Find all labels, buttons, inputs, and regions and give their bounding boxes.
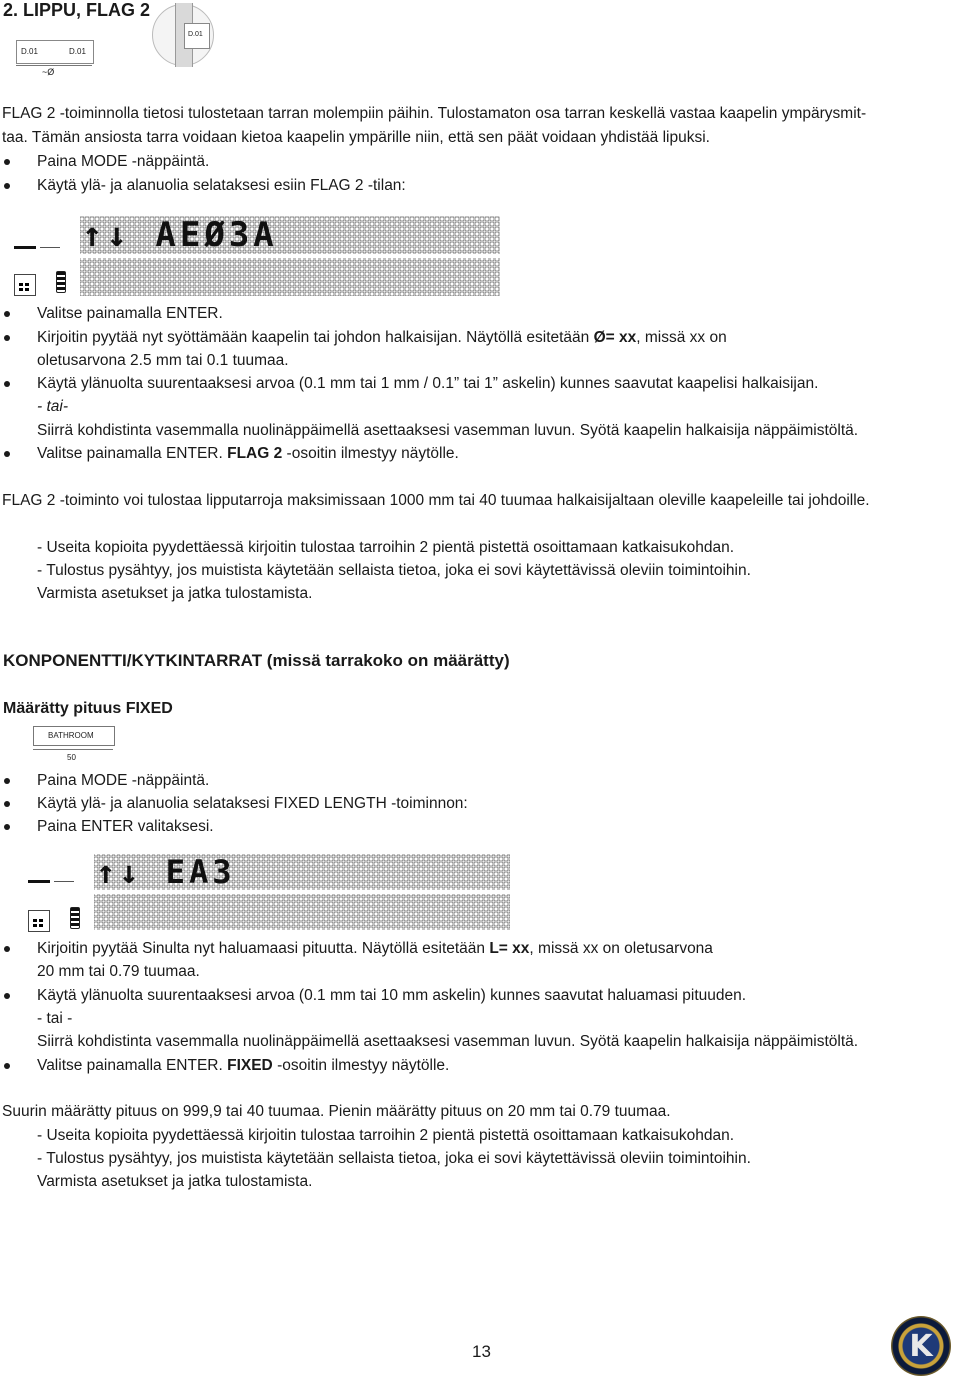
s1-bullet-5: Käytä ylänuolta suurentaaksesi arvoa (0.1 mm tai 1 mm / 0.1” tai 1” askelin) kunnes saavutat kaapelisi halkaisijan. bbox=[37, 375, 819, 392]
s1-bullet-2: Käytä ylä- ja alanuolia selataksesi esiin FLAG 2 -tilan: bbox=[37, 177, 406, 194]
lcd-fixed-text: ↑↓ EA3 bbox=[96, 853, 236, 891]
s2-bullet-3: Paina ENTER valitaksesi. bbox=[37, 818, 214, 835]
s1-note-2: - Tulostus pysähtyy, jos muistista käytetään sellaista tietoa, joka ei sovi käytettävissä oleviin toimintoihin. bbox=[37, 562, 751, 579]
flag-label-diagram bbox=[16, 40, 94, 80]
flag-wrap-text: D.01 bbox=[188, 31, 203, 38]
brand-logo bbox=[891, 1316, 951, 1376]
section-title-flag2: 2. LIPPU, FLAG 2 bbox=[3, 0, 151, 20]
battery-icon bbox=[56, 271, 66, 293]
s2-bullet-4-cont: 20 mm tai 0.79 tuumaa. bbox=[37, 963, 200, 980]
flag-label-left-text: D.01 bbox=[21, 47, 38, 56]
s2-bullet-6: Valitse painamalla ENTER. FIXED -osoitin ilmestyy näytölle. bbox=[37, 1057, 450, 1074]
intro-line-2: taa. Tämän ansiosta tarra voidaan kietoa kaapelin ympärille niin, että sen päät voidaan yhdistää lipuksi. bbox=[2, 129, 710, 146]
diameter-symbol: ~Ø bbox=[42, 67, 55, 77]
s1-bullet-4-cont: oletusarvona 2.5 mm tai 0.1 tuumaa. bbox=[37, 352, 289, 369]
s2-note-2: - Tulostus pysähtyy, jos muistista käytetään sellaista tietoa, joka ei sovi käytettävissä oleviin toimintoihin. bbox=[37, 1150, 751, 1167]
grid-icon-2 bbox=[28, 910, 50, 932]
s1-bullet-6: Valitse painamalla ENTER. FLAG 2 -osoitin ilmestyy näytölle. bbox=[37, 445, 459, 462]
s2-bullet-5: Käytä ylänuolta suurentaaksesi arvoa (0.1 mm tai 10 mm askelin) kunnes saavutat haluamasi pituuden. bbox=[37, 987, 747, 1004]
s1-paragraph: FLAG 2 -toiminto voi tulostaa lipputarroja maksimissaan 1000 mm tai 40 tuumaa halkaisijaltaan oleville kaapeleille tai johdoille. bbox=[2, 492, 870, 509]
s2-move-line: Siirrä kohdistinta vasemmalla nuolinäppäimellä asettaaksesi vasemman luvun. Syötä kaapelin halkaisija näppäimistöltä. bbox=[37, 1033, 859, 1050]
grid-icon bbox=[14, 274, 36, 296]
s2-bullet-4: Kirjoitin pyytää Sinulta nyt haluamaasi pituutta. Näytöllä esitetään L= xx, missä xx on oletusarvona bbox=[37, 940, 713, 957]
s1-move-line: Siirrä kohdistinta vasemmalla nuolinäppäimellä asettaaksesi vasemman luvun. Syötä kaapelin halkaisija näppäimistöltä. bbox=[37, 422, 859, 439]
page-number: 13 bbox=[472, 1342, 491, 1361]
s1-bullet-3: Valitse painamalla ENTER. bbox=[37, 305, 223, 322]
s2-note-3: Varmista asetukset ja jatka tulostamista. bbox=[37, 1173, 313, 1190]
cable-flag-illustration bbox=[152, 4, 214, 66]
fixed-label-dim: 50 bbox=[67, 753, 76, 762]
s1-bullet-1: Paina MODE -näppäintä. bbox=[37, 153, 210, 170]
section-title-component: KONPONENTTI/KYTKINTARRAT (missä tarrakoko on määrätty) bbox=[3, 651, 510, 670]
s2-or-text: - tai - bbox=[37, 1010, 73, 1027]
s1-bullet-4: Kirjoitin pyytää nyt syöttämään kaapelin tai johdon halkaisijan. Näytöllä esitetään Ø= xx, missä xx on bbox=[37, 329, 727, 346]
intro-line-1: FLAG 2 -toiminnolla tietosi tulostetaan tarran molempiin päihin. Tulostamaton osa tarran keskellä vastaa kaapelin ympärysmit- bbox=[2, 105, 867, 122]
battery-icon-2 bbox=[70, 907, 80, 929]
lcd-display-flag2 bbox=[10, 212, 505, 298]
lcd-display-fixed bbox=[24, 852, 516, 934]
s1-note-3: Varmista asetukset ja jatka tulostamista. bbox=[37, 585, 313, 602]
fixed-label-text: BATHROOM bbox=[48, 731, 94, 740]
s2-paragraph: Suurin määrätty pituus on 999,9 tai 40 tuumaa. Pienin määrätty pituus on 20 mm tai 0.79 tuumaa. bbox=[2, 1103, 671, 1120]
s1-note-1: - Useita kopioita pyydettäessä kirjoitin tulostaa tarroihin 2 pientä pistettä osoittamaan katkaisukohdan. bbox=[37, 539, 735, 556]
s2-note-1: - Useita kopioita pyydettäessä kirjoitin tulostaa tarroihin 2 pientä pistettä osoittamaan katkaisukohdan. bbox=[37, 1127, 735, 1144]
lcd-mode-text: ↑↓ AEØ3A bbox=[82, 215, 278, 255]
s1-or-text: - tai- bbox=[37, 398, 68, 415]
flag-label-right-text: D.01 bbox=[69, 47, 86, 56]
s2-bullet-1: Paina MODE -näppäintä. bbox=[37, 772, 210, 789]
fixed-label-diagram bbox=[33, 726, 115, 766]
section-subtitle-fixed: Määrätty pituus FIXED bbox=[3, 700, 173, 717]
s2-bullet-2: Käytä ylä- ja alanuolia selataksesi FIXED LENGTH -toiminnon: bbox=[37, 795, 468, 812]
